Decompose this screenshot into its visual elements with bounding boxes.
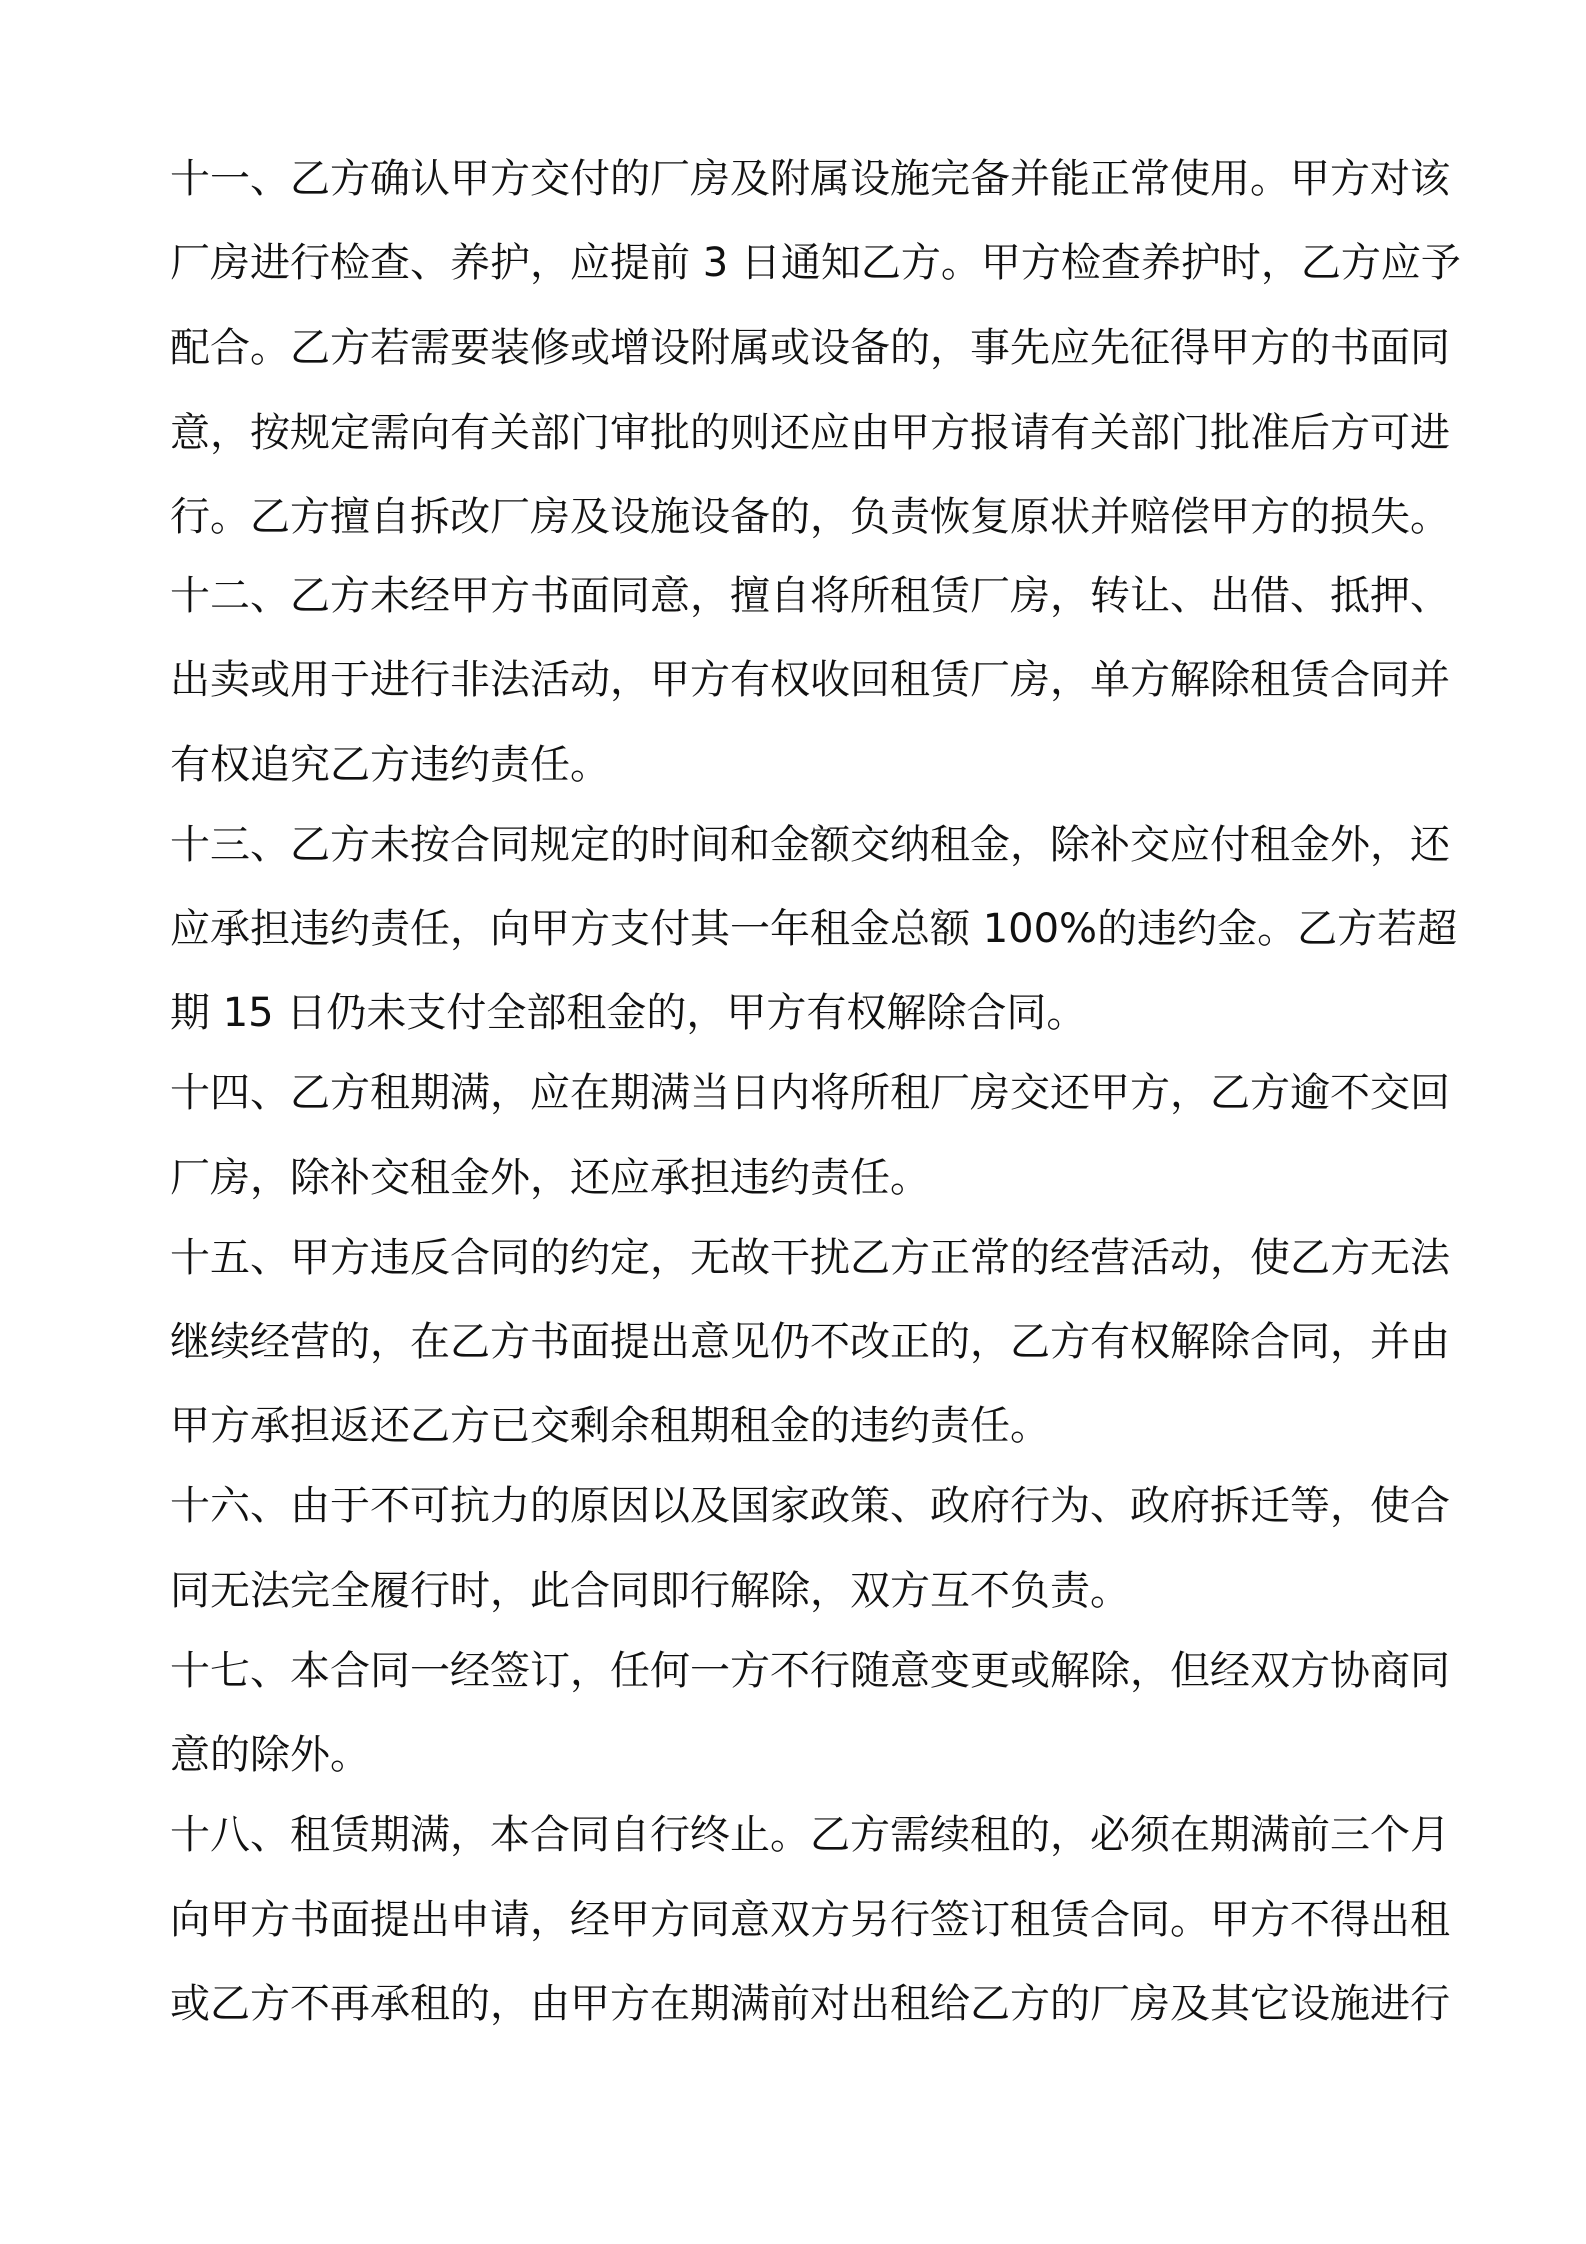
text-line: 期 15 日仍未支付全部租金的，甲方有权解除合同。 — [170, 990, 1087, 1036]
text-line: 十三、乙方未按合同规定的时间和金额交纳租金，除补交应付租金外，还 — [170, 822, 1450, 868]
text-line: 向甲方书面提出申请，经甲方同意双方另行签订租赁合同。甲方不得出租 — [170, 1897, 1450, 1943]
text-line: 厂房进行检查、养护，应提前 3 日通知乙方。甲方检查养护时，乙方应予 — [170, 240, 1461, 286]
text-line: 意，按规定需向有关部门审批的则还应由甲方报请有关部门批准后方可进 — [170, 410, 1450, 456]
text-line: 厂房，除补交租金外，还应承担违约责任。 — [170, 1155, 930, 1201]
text-line: 甲方承担返还乙方已交剩余租期租金的违约责任。 — [170, 1403, 1050, 1449]
text-line: 十六、由于不可抗力的原因以及国家政策、政府行为、政府拆迁等，使合 — [170, 1483, 1450, 1529]
text-line: 十一、乙方确认甲方交付的厂房及附属设施完备并能正常使用。甲方对该 — [170, 156, 1450, 202]
text-line: 同无法完全履行时，此合同即行解除，双方互不负责。 — [170, 1568, 1130, 1614]
text-line: 配合。乙方若需要装修或增设附属或设备的，事先应先征得甲方的书面同 — [170, 325, 1450, 371]
text-line: 十四、乙方租期满，应在期满当日内将所租厂房交还甲方，乙方逾不交回 — [170, 1070, 1450, 1116]
text-line: 有权追究乙方违约责任。 — [170, 742, 610, 788]
text-line: 十五、甲方违反合同的约定，无故干扰乙方正常的经营活动，使乙方无法 — [170, 1235, 1450, 1281]
text-line: 继续经营的，在乙方书面提出意见仍不改正的，乙方有权解除合同，并由 — [170, 1319, 1450, 1365]
text-line: 十七、本合同一经签订，任何一方不行随意变更或解除，但经双方协商同 — [170, 1648, 1450, 1694]
text-line: 或乙方不再承租的，由甲方在期满前对出租给乙方的厂房及其它设施进行 — [170, 1981, 1450, 2027]
text-line: 十二、乙方未经甲方书面同意，擅自将所租赁厂房，转让、出借、抵押、 — [170, 573, 1450, 619]
text-line: 十八、租赁期满，本合同自行终止。乙方需续租的，必须在期满前三个月 — [170, 1812, 1450, 1858]
text-line: 意的除外。 — [170, 1732, 370, 1778]
text-line: 应承担违约责任，向甲方支付其一年租金总额 100%的违约金。乙方若超 — [170, 906, 1458, 952]
text-line: 出卖或用于进行非法活动，甲方有权收回租赁厂房，单方解除租赁合同并 — [170, 657, 1450, 703]
text-line: 行。乙方擅自拆改厂房及设施设备的，负责恢复原状并赔偿甲方的损失。 — [170, 494, 1450, 540]
